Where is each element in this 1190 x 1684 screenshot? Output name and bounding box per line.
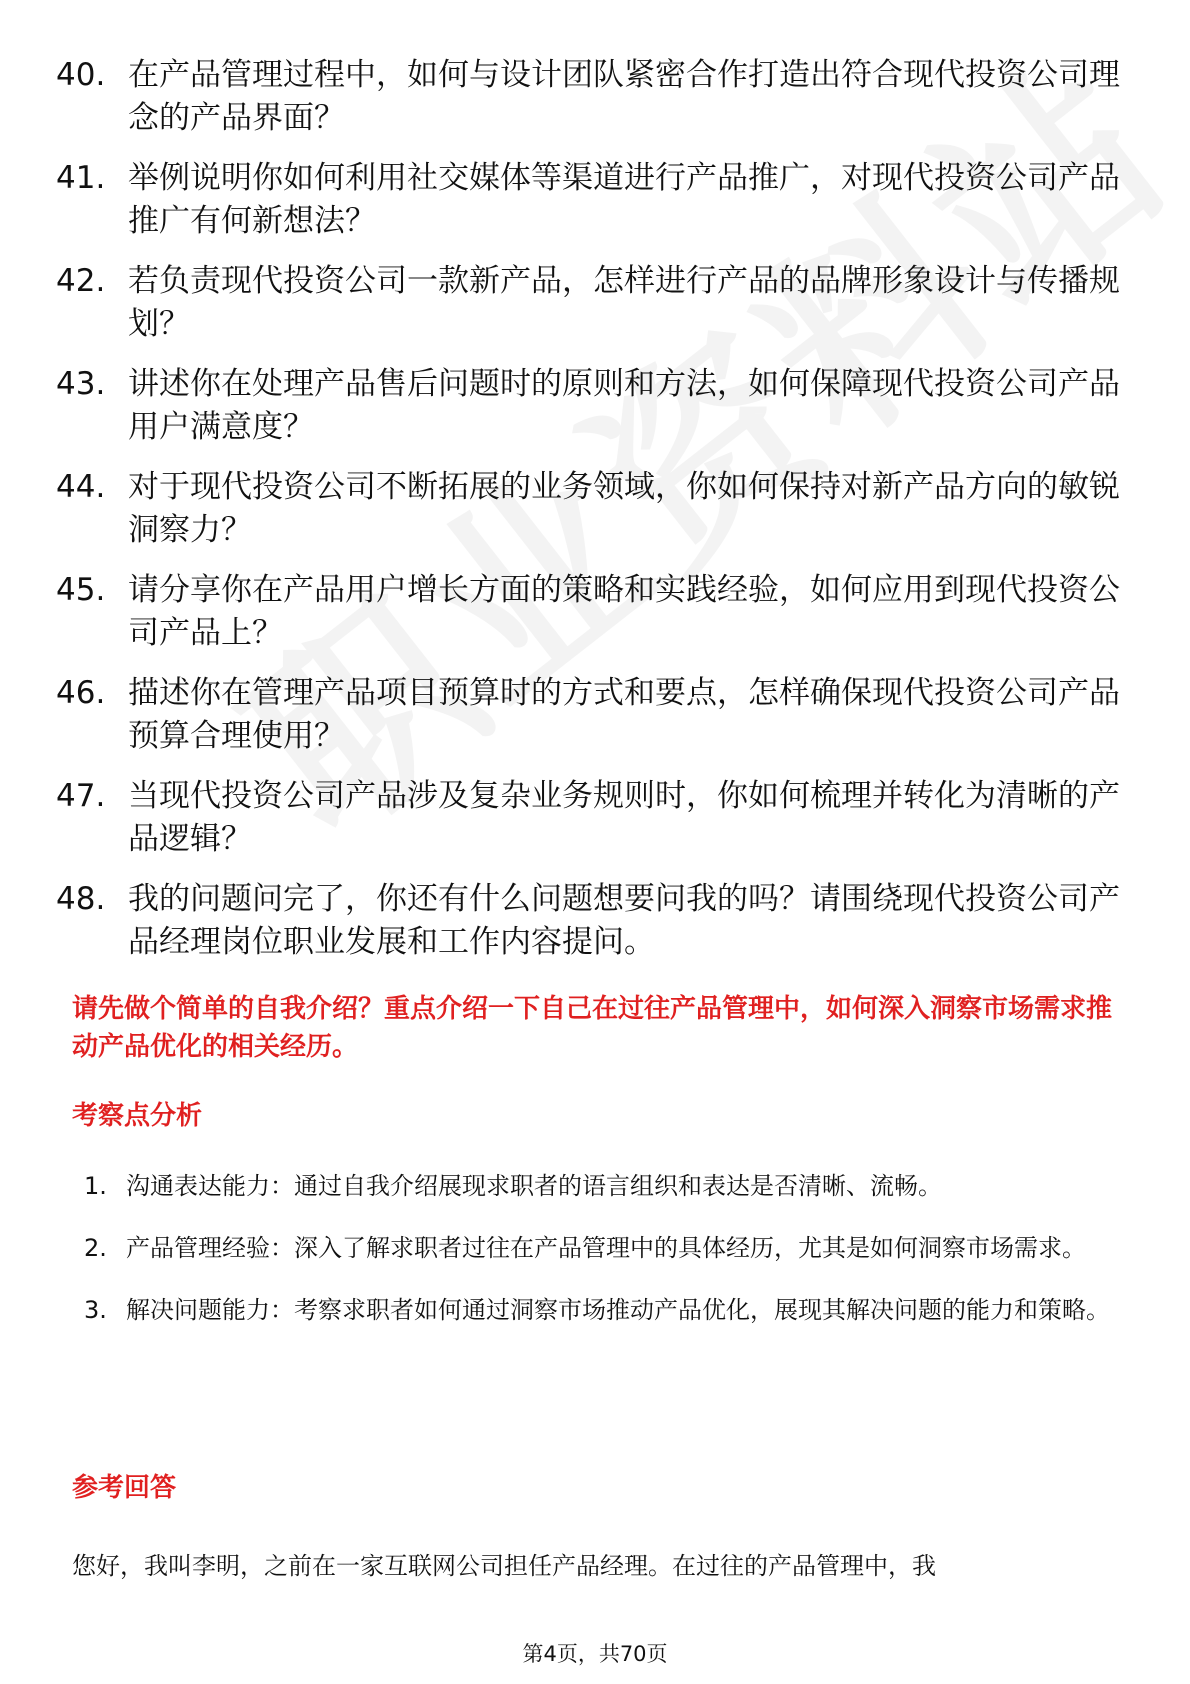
question-number: 47. (56, 778, 106, 814)
question-number: 46. (56, 675, 106, 711)
question-text: 若负责现代投资公司一款新产品，怎样进行产品的品牌形象设计与传播规划？ (128, 263, 1120, 342)
question-text: 请分享你在产品用户增长方面的策略和实践经验，如何应用到现代投资公司产品上？ (128, 572, 1120, 651)
question-text: 我的问题问完了，你还有什么问题想要问我的吗？请围绕现代投资公司产品经理岗位职业发展和工作内容提问。 (128, 881, 1120, 960)
question-number: 40. (56, 57, 106, 93)
analysis-text: 解决问题能力：考察求职者如何通过洞察市场推动产品优化，展现其解决问题的能力和策略。 (126, 1296, 1110, 1324)
question-text: 在产品管理过程中，如何与设计团队紧密合作打造出符合现代投资公司理念的产品界面？ (128, 57, 1120, 136)
analysis-heading: 考察点分析 (72, 1101, 203, 1131)
analysis-item (84, 1160, 1124, 1212)
question-item (56, 157, 1136, 243)
question-text: 描述你在管理产品项目预算时的方式和要点，怎样确保现代投资公司产品预算合理使用？ (128, 675, 1120, 754)
analysis-item (84, 1284, 1124, 1336)
question-text: 举例说明你如何利用社交媒体等渠道进行产品推广，对现代投资公司产品推广有何新想法？ (128, 160, 1120, 239)
question-item (56, 54, 1136, 140)
question-number: 42. (56, 263, 106, 299)
featured-question: 请先做个简单的自我介绍？重点介绍一下自己在过往产品管理中，如何深入洞察市场需求推动产品优化的相关经历。 (72, 994, 1113, 1062)
analysis-number: 3. (84, 1296, 107, 1324)
question-item (56, 672, 1136, 758)
question-list (56, 54, 1136, 981)
question-text: 当现代投资公司产品涉及复杂业务规则时，你如何梳理并转化为清晰的产品逻辑？ (128, 778, 1120, 857)
question-number: 41. (56, 160, 106, 196)
question-number: 48. (56, 881, 106, 917)
question-text: 讲述你在处理产品售后问题时的原则和方法，如何保障现代投资公司产品用户满意度？ (128, 366, 1120, 445)
question-item (56, 569, 1136, 655)
question-number: 45. (56, 572, 106, 608)
analysis-list (84, 1160, 1124, 1346)
question-number: 44. (56, 469, 106, 505)
analysis-item (84, 1222, 1124, 1274)
reference-answer-text: 您好，我叫李明，之前在一家互联网公司担任产品经理。在过往的产品管理中，我 (72, 1552, 936, 1580)
question-item (56, 775, 1136, 861)
question-text: 对于现代投资公司不断拓展的业务领域，你如何保持对新产品方向的敏锐洞察力？ (128, 469, 1120, 548)
analysis-number: 1. (84, 1172, 107, 1200)
analysis-text: 沟通表达能力：通过自我介绍展现求职者的语言组织和表达是否清晰、流畅。 (126, 1172, 942, 1200)
question-item (56, 363, 1136, 449)
question-item (56, 466, 1136, 552)
question-number: 43. (56, 366, 106, 402)
analysis-text: 产品管理经验：深入了解求职者过往在产品管理中的具体经历，尤其是如何洞察市场需求。 (126, 1234, 1086, 1262)
question-item (56, 260, 1136, 346)
page-footer: 第4页，共70页 (522, 1642, 668, 1666)
reference-answer-heading: 参考回答 (72, 1473, 177, 1503)
analysis-number: 2. (84, 1234, 107, 1262)
question-item (56, 878, 1136, 964)
